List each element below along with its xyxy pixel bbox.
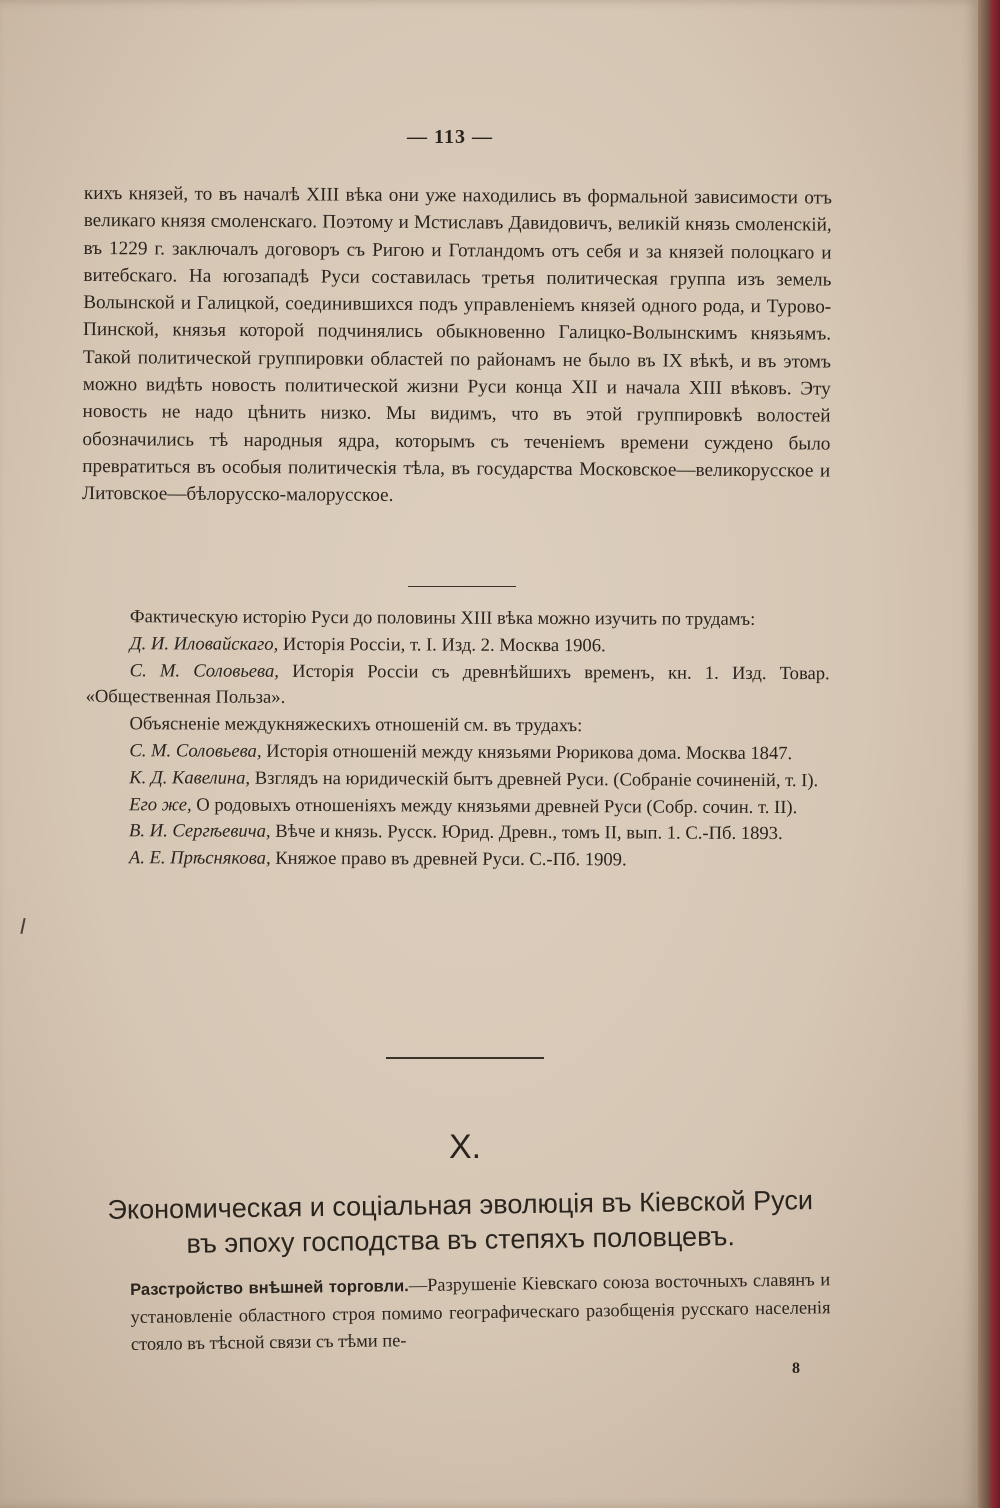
section-divider bbox=[408, 586, 516, 587]
entry-author: С. М. Соловьева, bbox=[129, 740, 262, 762]
bibliography-entry bbox=[85, 818, 829, 848]
entry-author: Его же, bbox=[129, 793, 192, 816]
bibliography-entry bbox=[85, 845, 829, 875]
signature-mark: 8 bbox=[792, 1360, 800, 1377]
bibliography-entry bbox=[86, 631, 830, 661]
bibliography-entry bbox=[86, 658, 830, 715]
chapter-title bbox=[70, 1183, 851, 1264]
margin-pencil-mark bbox=[20, 918, 25, 934]
entry-author: А. Е. Прѣснякова, bbox=[128, 847, 271, 869]
bibliography-intro-2: Объясненіе междукняжескихъ отношеній см. въ трудахъ: bbox=[129, 713, 583, 737]
bibliography-entry bbox=[85, 738, 829, 768]
entry-title: Исторія Россіи, т. I. Изд. 2. Москва 1906. bbox=[278, 633, 606, 657]
chapter-number: X. bbox=[448, 1128, 482, 1166]
entry-author: Д. И. Иловайскаго, bbox=[129, 632, 279, 655]
book-binding-edge bbox=[978, 0, 1000, 1508]
entry-title: Исторія Россіи съ древнѣйшихъ временъ, кн. 1. Изд. Товар. «Общественная Польза». bbox=[85, 660, 830, 709]
bibliography bbox=[85, 604, 830, 875]
section-lead: Разстройство внѣшней торговли. bbox=[130, 1277, 409, 1299]
entry-title: Вѣче и князь. Русск. Юрид. Древн., томъ II, вып. 1. С.-Пб. 1893. bbox=[270, 821, 783, 845]
entry-title: Исторія отношеній между князьями Рюрикова дома. Москва 1847. bbox=[261, 740, 793, 765]
chapter-title-line-1: Экономическая и соціальная эволюція въ Кіевской Руси bbox=[107, 1185, 814, 1225]
bibliography-intro: Фактическую исторію Руси до половины XIII вѣка можно изучить по трудамъ: bbox=[129, 606, 756, 630]
bibliography-entry bbox=[85, 765, 829, 795]
entry-title: Взглядъ на юридическій бытъ древней Руси. (Собраніе сочиненій, т. I). bbox=[250, 767, 819, 791]
section-paragraph bbox=[130, 1266, 831, 1358]
bibliography-entry bbox=[85, 792, 829, 822]
chapter-divider bbox=[386, 1057, 544, 1059]
section-text: —Разрушеніе Кіевскаго союза восточныхъ славянъ и установленіе областного строя помимо географическаго разобщенія русскаго населенія стояло въ тѣсной связи съ тѣми пе- bbox=[130, 1269, 831, 1354]
entry-title: О родовыхъ отношеніяхъ между князьями древней Руси (Собр. сочин. т. II). bbox=[191, 794, 798, 818]
entry-author: С. М. Соловьева, bbox=[129, 659, 280, 682]
entry-author: В. И. Сергѣевича, bbox=[128, 820, 271, 843]
entry-title: Княжое право въ древней Руси. С.-Пб. 1909. bbox=[270, 847, 627, 871]
chapter-title-line-2: въ эпоху господства въ степяхъ половцевъ. bbox=[186, 1221, 736, 1259]
page-number: — 113 — bbox=[407, 126, 493, 148]
body-paragraph: кихъ князей, то въ началѣ XIII вѣка они уже находились въ формальной зависимости отъ великаго князя смоленскаго. Поэтому и Мстиславъ Давидовичъ, великій князь смоленскій, въ 1229 г. заключалъ договоръ съ Ригою и Готландомъ отъ себя и за князей полоцкаго и витебскаго. На югозападѣ Руси составилась третья политическая группа изъ земель Волынской и Галицкой, соединившихся подъ управленіемъ князей одного рода, и Турово-Пинской, князья которой подчинялись обыкновенно Галицко-Волынскимъ князьямъ. Такой политической группировки областей по районамъ не было въ IX вѣкѣ, и въ этомъ можно видѣть новость политической жизни Руси конца XII и начала XIII вѣковъ. Эту новость не надо цѣнить низко. Мы видимъ, что въ этой группировкѣ волостей обозначились тѣ народныя ядра, которымъ съ теченіемъ времени суждено было превратиться въ особыя политическія тѣла, въ государства Московское—великорусское и Литовское—бѣлорусско-малорусское. bbox=[82, 182, 832, 507]
entry-author: К. Д. Кавелина, bbox=[129, 766, 251, 789]
